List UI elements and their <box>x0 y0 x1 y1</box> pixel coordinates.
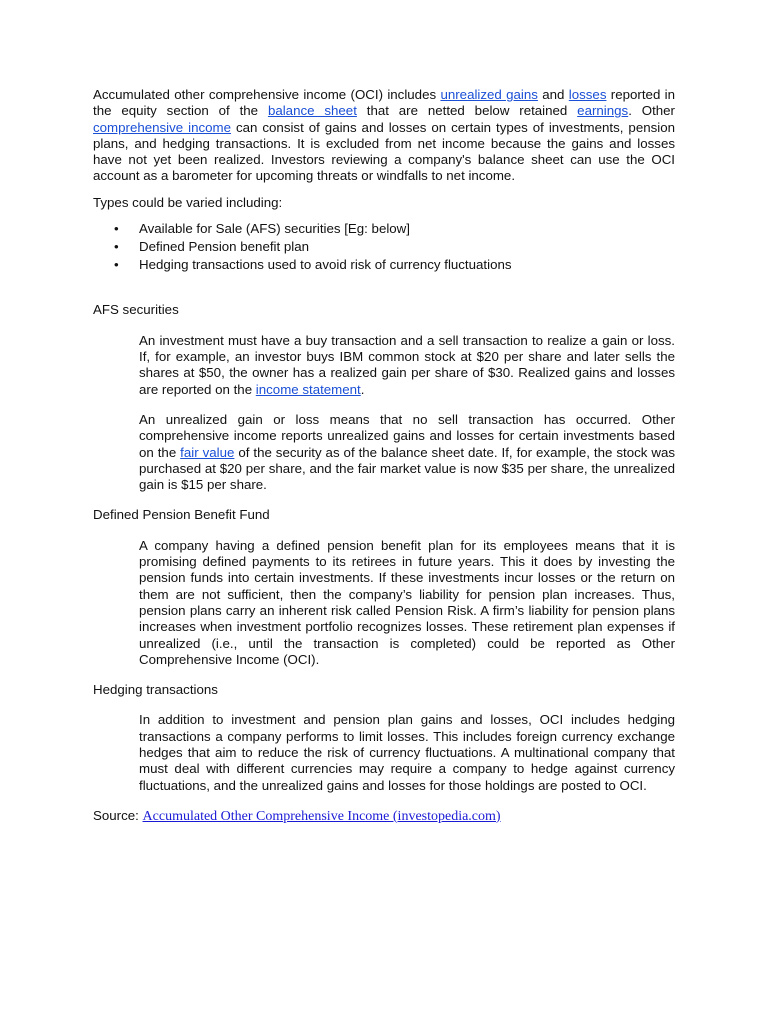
losses-link[interactable]: losses <box>568 87 607 102</box>
comprehensive-income-link[interactable]: comprehensive income <box>93 119 232 135</box>
intro-paragraph <box>93 87 675 185</box>
earnings-link[interactable]: earnings <box>577 103 629 119</box>
source-label: Source: <box>93 807 143 823</box>
afs-text-1: An investment must have a buy transaction and a sell transaction to realize a gain or loss. If, for example, an investor buys IBM common stock at $20 per share and later sells the shares at $50, the owner has a realized gain per share of $30. Realized gains and losses are reported on the <box>139 332 675 397</box>
investopedia-source-link[interactable]: Accumulated Other Comprehensive Income (investopedia.com) <box>142 808 501 824</box>
bullet-icon: • <box>114 256 119 272</box>
spacer <box>93 698 675 712</box>
spacer <box>93 398 675 412</box>
unrealized-gains-link[interactable]: unrealized gains <box>440 87 538 102</box>
afs-paragraph-1 <box>139 333 675 398</box>
intro-text-4: that are netted below retained <box>356 103 578 119</box>
afs-text-2-end: of the security as of the balance sheet date. If, for example, the stock was purchased at $20 per share, and the fair market value is now $35 per share, the unrealized gain is $15 per share. <box>139 444 675 493</box>
balance-sheet-link[interactable]: balance sheet <box>267 103 357 119</box>
intro-text-3: reported in the equity section of the <box>93 87 676 119</box>
pension-heading: Defined Pension Benefit Fund <box>93 507 270 523</box>
afs-text-2: An unrealized gain or loss means that no sell transaction has occurred. Other comprehensive income reports unrealized gains and losses for certain investments based on the <box>139 411 675 460</box>
afs-paragraph-2 <box>139 412 675 493</box>
spacer <box>93 493 675 507</box>
intro-text-2: and <box>537 87 569 102</box>
pension-paragraph: A company having a defined pension benefit plan for its employees means that it is promising defined payments to its retirees in future years. This it does by investing the pension funds into certain investments. If these investments incur losses or the return on them are not sufficient, then the company’s liability for pension plan increases. Thus, pension plans carry an inherent risk called Pension Risk. A firm’s liability for pension plans increases when investment portfolio recognizes losses. These retirement plan expenses if unrealized (i.e., until the transaction is completed) could be reported as Other Comprehensive Income (OCI). <box>139 537 675 667</box>
spacer <box>93 524 675 538</box>
hedging-paragraph: In addition to investment and pension plan gains and losses, OCI includes hedging transactions a company performs to limit losses. This includes foreign currency exchange hedges that aim to reduce the risk of currency fluctuations. A multinational company that must deal with different currencies may require a company to hedge against currency fluctuations, and the unrealized gains and losses for those holdings are posted to OCI. <box>139 712 675 793</box>
intro-text-6: can consist of gains and losses on certain types of investments, pension plans, and hedging transactions. It is excluded from net income because the gains and losses have not yet been realized. Investors reviewing a company's balance sheet can use the OCI account as a barometer for upcoming threats or windfalls to net income. <box>93 119 675 184</box>
types-list <box>93 220 675 273</box>
spacer <box>93 319 675 333</box>
list-item <box>93 256 675 274</box>
afs-heading: AFS securities <box>93 302 179 318</box>
intro-text-5: . Other <box>628 103 675 119</box>
fair-value-link[interactable]: fair value <box>180 444 235 460</box>
list-item-text: Hedging transactions used to avoid risk of currency fluctuations <box>139 256 512 272</box>
source-line <box>93 808 675 825</box>
spacer <box>93 273 675 302</box>
list-item <box>93 238 675 256</box>
document-body <box>93 87 675 825</box>
spacer <box>93 794 675 808</box>
hedging-heading: Hedging transactions <box>93 682 218 698</box>
income-statement-link[interactable]: income statement <box>255 381 361 397</box>
bullet-icon: • <box>114 238 119 254</box>
spacer <box>93 668 675 682</box>
list-item-text: Defined Pension benefit plan <box>139 238 310 254</box>
afs-text-1-end: . <box>360 381 365 397</box>
list-item <box>93 220 675 238</box>
intro-text-1: Accumulated other comprehensive income (OCI) includes <box>93 87 441 102</box>
bullet-icon: • <box>114 221 119 237</box>
list-item-text: Available for Sale (AFS) securities [Eg: below] <box>139 221 410 237</box>
types-heading: Types could be varied including: <box>93 194 283 210</box>
